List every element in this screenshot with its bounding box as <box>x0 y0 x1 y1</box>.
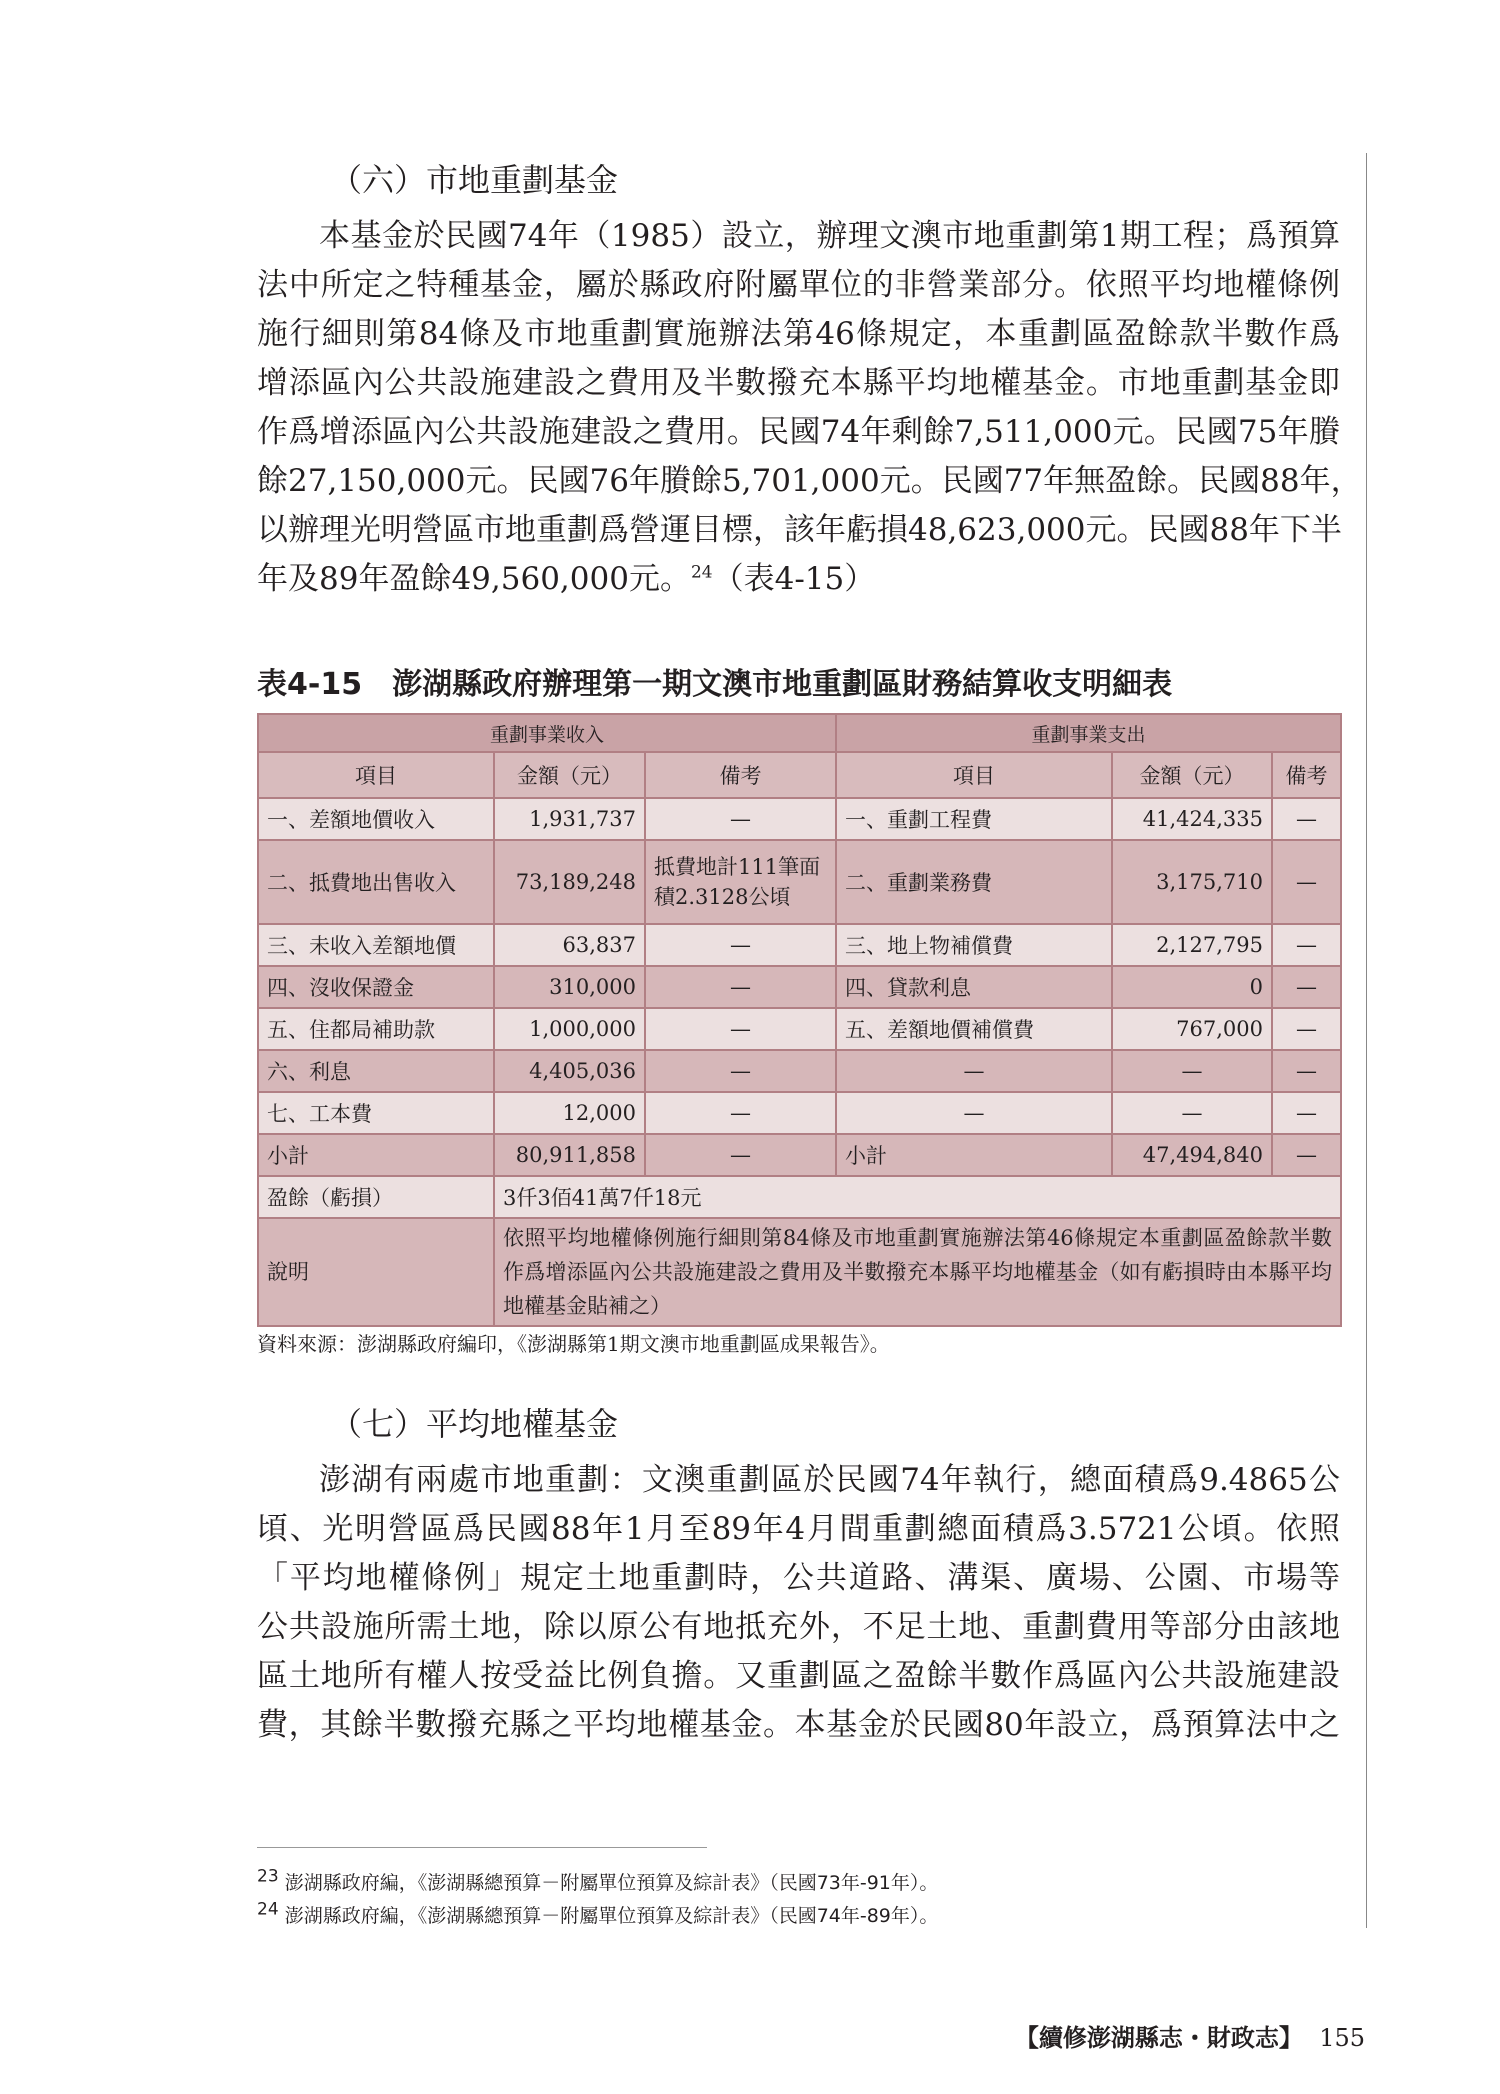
table-title <box>257 665 1172 705</box>
table-cell: 小計 <box>836 1134 1112 1176</box>
column-header: 項目 <box>836 752 1112 798</box>
note-row <box>258 1218 1341 1326</box>
paragraph-line: 增添區內公共設施建設之費用及半數撥充本縣平均地權基金。市地重劃基金即 <box>257 365 1340 401</box>
table-cell: 3,175,710 <box>1112 840 1272 924</box>
table-cell: 四、貸款利息 <box>836 966 1112 1008</box>
surplus-row <box>258 1176 1341 1218</box>
footnote-ref: 24 <box>690 562 713 583</box>
paragraph-line: 本基金於民國74年（1985）設立，辦理文澳市地重劃第1期工程；爲預算 <box>319 218 1340 254</box>
paragraph-line: 頃、光明營區爲民國88年1月至89年4月間重劃總面積爲3.5721公頃。依照 <box>257 1511 1340 1547</box>
table-cell: 七、工本費 <box>258 1092 494 1134</box>
page-number: 155 <box>1319 2024 1365 2052</box>
table-cell: 41,424,335 <box>1112 798 1272 840</box>
finance-table <box>257 713 1342 1327</box>
table-cell: 四、沒收保證金 <box>258 966 494 1008</box>
table-cell: 一、重劃工程費 <box>836 798 1112 840</box>
table-cell: 73,189,248 <box>494 840 645 924</box>
footnote-text: 澎湖縣政府編，《澎湖縣總預算－附屬單位預算及綜計表》（民國73年-91年）。 <box>284 1872 939 1894</box>
table-cell: — <box>836 1050 1112 1092</box>
table-cell: — <box>645 924 836 966</box>
table-cell: 二、重劃業務費 <box>836 840 1112 924</box>
column-header: 備考 <box>645 752 836 798</box>
footnote-number: 23 <box>257 1866 279 1887</box>
column-header: 備考 <box>1272 752 1341 798</box>
column-header: 項目 <box>258 752 494 798</box>
table-ref: （表4-15） <box>712 561 876 597</box>
table-row <box>258 966 1341 1008</box>
table-cell: — <box>836 1092 1112 1134</box>
table-cell: 1,931,737 <box>494 798 645 840</box>
table-cell: — <box>1112 1092 1272 1134</box>
footnote-divider <box>257 1847 707 1848</box>
table-cell: — <box>645 1134 836 1176</box>
table-cell: — <box>645 798 836 840</box>
paragraph-line: 區土地所有權人按受益比例負擔。又重劃區之盈餘半數作爲區內公共設施建設 <box>257 1658 1340 1694</box>
column-header: 金額（元） <box>1112 752 1272 798</box>
group-header-row <box>258 714 1341 752</box>
page-footer <box>1015 2018 1365 2053</box>
table-row <box>258 1008 1341 1050</box>
table-cell: 767,000 <box>1112 1008 1272 1050</box>
table-cell: 三、地上物補償費 <box>836 924 1112 966</box>
table-cell: — <box>645 1092 836 1134</box>
footnote-number: 24 <box>257 1899 279 1920</box>
paragraph-line: 餘27,150,000元。民國76年賸餘5,701,000元。民國77年無盈餘。民國88年， <box>257 463 1362 499</box>
paragraph-line: 以辦理光明營區市地重劃爲營運目標，該年虧損48,623,000元。民國88年下半 <box>257 512 1342 548</box>
column-header: 金額（元） <box>494 752 645 798</box>
table-cell: 六、利息 <box>258 1050 494 1092</box>
table-row <box>258 840 1341 924</box>
table-cell: 310,000 <box>494 966 645 1008</box>
margin-rule <box>1366 153 1367 1928</box>
table-row <box>258 798 1341 840</box>
table-cell: — <box>1272 840 1341 924</box>
table-row <box>258 924 1341 966</box>
table-cell: — <box>645 966 836 1008</box>
paragraph-line <box>257 555 1340 604</box>
column-header-row <box>258 752 1341 798</box>
table-cell: 0 <box>1112 966 1272 1008</box>
table-cell: 12,000 <box>494 1092 645 1134</box>
table-row <box>258 1092 1341 1134</box>
table-cell: 五、住都局補助款 <box>258 1008 494 1050</box>
paragraph-line: 公共設施所需土地，除以原公有地抵充外，不足土地、重劃費用等部分由該地 <box>257 1609 1340 1645</box>
section-heading-6: （六）市地重劃基金 <box>330 161 619 199</box>
table-cell: — <box>1112 1050 1272 1092</box>
paragraph-line: 法中所定之特種基金，屬於縣政府附屬單位的非營業部分。依照平均地權條例 <box>257 267 1340 303</box>
table-cell: 2,127,795 <box>1112 924 1272 966</box>
table-cell: — <box>645 1050 836 1092</box>
surplus-value: 3仟3佰41萬7仟18元 <box>494 1176 1341 1218</box>
note-label: 說明 <box>258 1218 494 1326</box>
table-cell: 63,837 <box>494 924 645 966</box>
paragraph-line: 澎湖有兩處市地重劃：文澳重劃區於民國74年執行，總面積爲9.4865公 <box>319 1462 1340 1498</box>
table-cell: 抵費地計111筆面積2.3128公頃 <box>645 840 836 924</box>
section-6-paragraph <box>257 212 1362 604</box>
table-cell: 五、差額地價補償費 <box>836 1008 1112 1050</box>
table-cell: 三、未收入差額地價 <box>258 924 494 966</box>
table-cell: — <box>1272 924 1341 966</box>
table-cell: 1,000,000 <box>494 1008 645 1050</box>
table-cell: 二、抵費地出售收入 <box>258 840 494 924</box>
section-7-paragraph <box>257 1456 1340 1750</box>
table-cell: — <box>1272 1134 1341 1176</box>
table-cell: — <box>1272 1092 1341 1134</box>
book-title: 【續修澎湖縣志・財政志】 <box>1014 2023 1303 2052</box>
footnote-23 <box>257 1868 938 1895</box>
expense-group-header: 重劃事業支出 <box>836 714 1341 752</box>
note-text: 依照平均地權條例施行細則第84條及市地重劃實施辦法第46條規定本重劃區盈餘款半數作爲增添區內公共設施建設之費用及半數撥充本縣平均地權基金（如有虧損時由本縣平均地權基金貼補之） <box>494 1218 1341 1326</box>
table-cell: 80,911,858 <box>494 1134 645 1176</box>
paragraph-line: 施行細則第84條及市地重劃實施辦法第46條規定，本重劃區盈餘款半數作爲 <box>257 316 1340 352</box>
income-group-header: 重劃事業收入 <box>258 714 836 752</box>
table-cell: 4,405,036 <box>494 1050 645 1092</box>
section-heading-7: （七）平均地權基金 <box>330 1405 619 1443</box>
text: 年及89年盈餘49,560,000元。 <box>257 561 691 597</box>
table-cell: — <box>1272 1008 1341 1050</box>
table-title-text: 澎湖縣政府辦理第一期文澳市地重劃區財務結算收支明細表 <box>392 667 1173 702</box>
table-cell: — <box>645 1008 836 1050</box>
paragraph-line: 費，其餘半數撥充縣之平均地權基金。本基金於民國80年設立，爲預算法中之 <box>257 1707 1340 1743</box>
paragraph-line: 作爲增添區內公共設施建設之費用。民國74年剩餘7,511,000元。民國75年賸 <box>257 414 1340 450</box>
table-cell: — <box>1272 1050 1341 1092</box>
table-cell: — <box>1272 966 1341 1008</box>
footnote-text: 澎湖縣政府編，《澎湖縣總預算－附屬單位預算及綜計表》（民國74年-89年）。 <box>284 1905 939 1927</box>
table-cell: 一、差額地價收入 <box>258 798 494 840</box>
surplus-label: 盈餘（虧損） <box>258 1176 494 1218</box>
paragraph-line: 「平均地權條例」規定土地重劃時，公共道路、溝渠、廣場、公園、市場等 <box>257 1560 1340 1596</box>
table-row <box>258 1050 1341 1092</box>
table-row <box>258 1134 1341 1176</box>
table-cell: — <box>1272 798 1341 840</box>
table-cell: 小計 <box>258 1134 494 1176</box>
table-source: 資料來源：澎湖縣政府編印，《澎湖縣第1期文澳市地重劃區成果報告》。 <box>257 1332 890 1356</box>
table-number: 表4-15 <box>257 667 363 702</box>
footnote-24 <box>257 1901 938 1928</box>
table-container <box>257 713 1340 1357</box>
table-cell: 47,494,840 <box>1112 1134 1272 1176</box>
